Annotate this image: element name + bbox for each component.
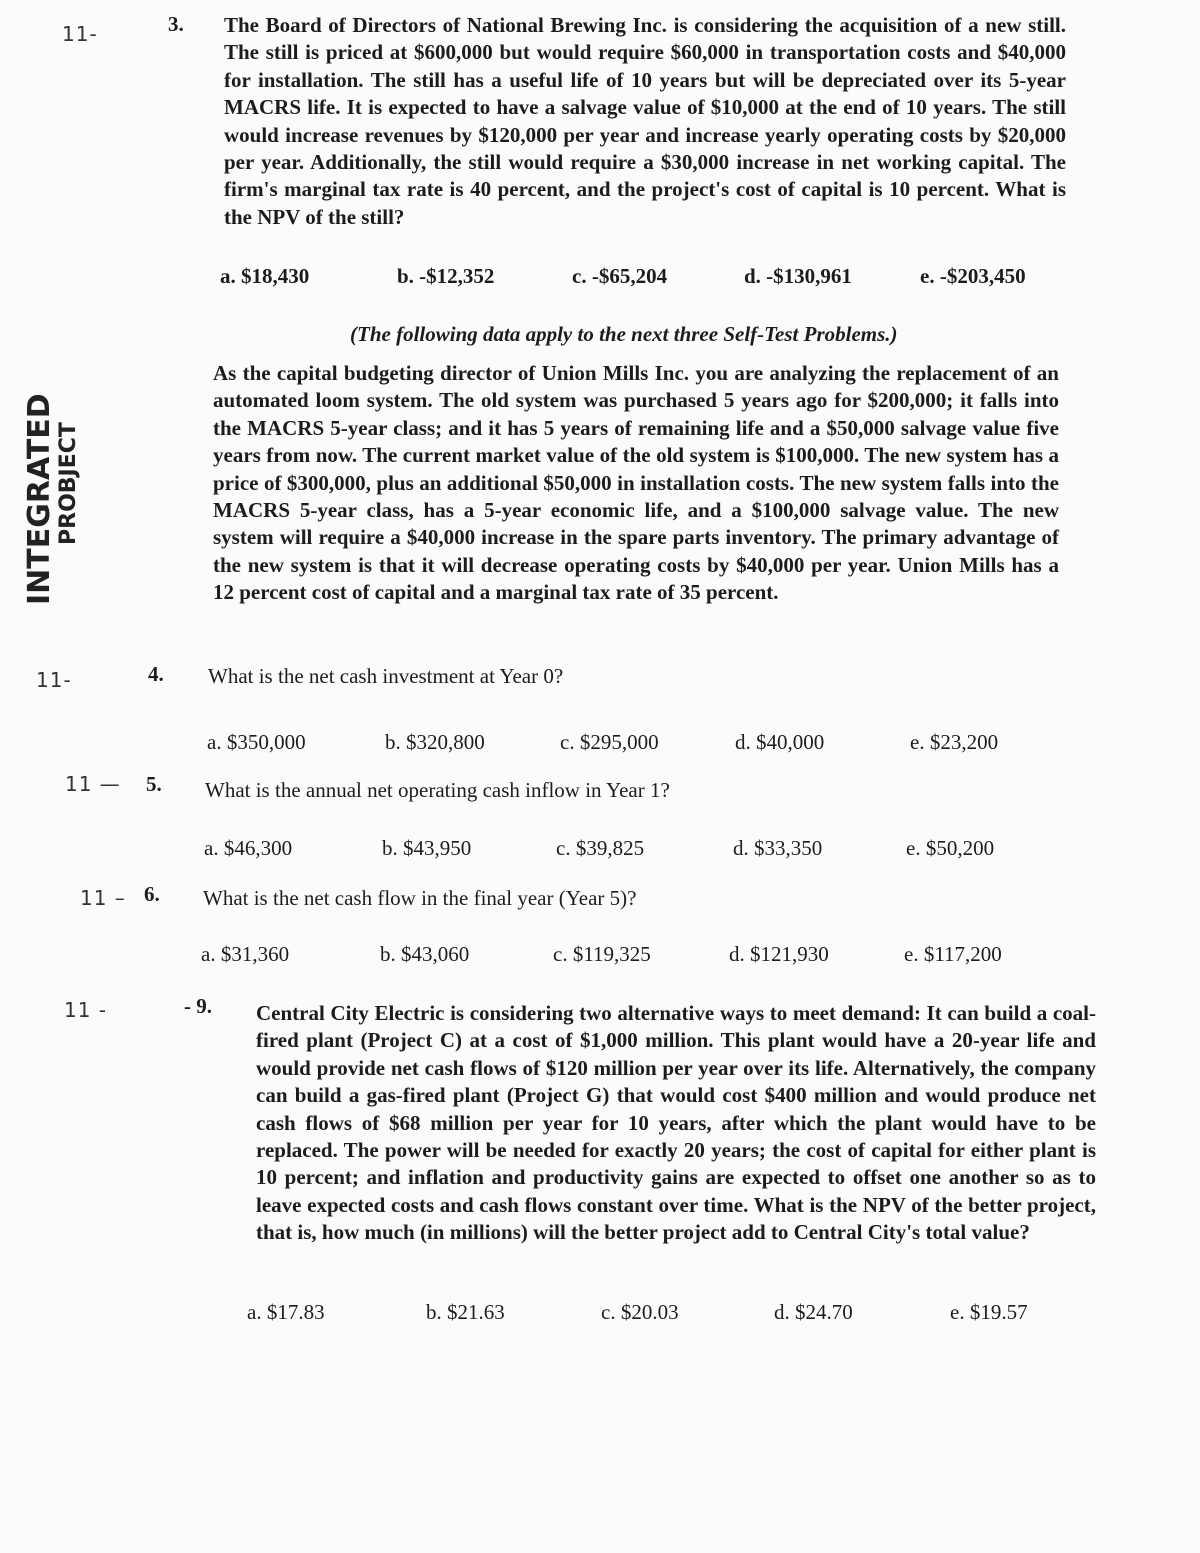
q3-margin-mark: 11- (62, 22, 98, 46)
q5-choice-d[interactable]: d. $33,350 (733, 836, 823, 860)
q9-margin-mark: 11 - (64, 998, 108, 1022)
q6-choice-d[interactable]: d. $121,930 (729, 942, 829, 966)
q9-choice-c[interactable]: c. $20.03 (601, 1300, 679, 1324)
q6-choices (0, 942, 1200, 972)
q5-number: 5. (146, 772, 162, 796)
q6-text: What is the net cash flow in the final year (Year 5)? (203, 886, 637, 910)
q5-text: What is the annual net operating cash inflow in Year 1? (205, 778, 670, 802)
q5-choice-b[interactable]: b. $43,950 (382, 836, 472, 860)
q5-choice-a[interactable]: a. $46,300 (204, 836, 293, 860)
shared-data-note: (The following data apply to the next three Self-Test Problems.) (350, 322, 898, 346)
q3-number: 3. (168, 12, 184, 36)
q4-number: 4. (148, 662, 164, 686)
q6-number: 6. (144, 882, 160, 906)
q5-choice-c[interactable]: c. $39,825 (556, 836, 645, 860)
q9-choice-d[interactable]: d. $24.70 (774, 1300, 853, 1324)
margin-handwriting-integrated: INTEGRATED (22, 393, 57, 605)
q4-choice-e[interactable]: e. $23,200 (910, 730, 999, 754)
q3-choice-e[interactable]: e. -$203,450 (920, 264, 1026, 288)
margin-handwriting-project: PROBJECT (56, 422, 81, 545)
q4-choice-d[interactable]: d. $40,000 (735, 730, 825, 754)
q3-text: The Board of Directors of National Brewing Inc. is considering the acquisition of a new still. The still is priced at $600,000 but would require $60,000 in transportation costs and $40,000 for installation. The still has a useful life of 10 years but will be depreciated over its 5-year MACRS life. It is expected to have a salvage value of $10,000 at the end of 10 years. The still would increase revenues by $120,000 per year and increase yearly operating costs by $20,000 per year. Additionally, the still would require a $30,000 increase in net working capital. The firm's marginal tax rate is 40 percent, and the project's cost of capital is 10 percent. What is the NPV of the still? (224, 13, 1066, 229)
q6-choice-c[interactable]: c. $119,325 (553, 942, 651, 966)
q4-choice-c[interactable]: c. $295,000 (560, 730, 659, 754)
q4-choice-a[interactable]: a. $350,000 (207, 730, 306, 754)
q4-margin-mark: 11- (36, 668, 72, 692)
shared-data-text: As the capital budgeting director of Union Mills Inc. you are analyzing the replacement of an automated loom system. The old system was purchased 5 years ago for $200,000; it falls into the MACRS 5-year class; and it has 5 years of remaining life and a $50,000 salvage value five years from now. The current market value of the old system is $100,000. The new system has a price of $300,000, plus an additional $50,000 in installation costs. The new system falls into the MACRS 5-year class, has a 5-year economic life, and a $100,000 salvage value. The new system will require a $40,000 increase in the spare parts inventory. The primary advantage of the new system is that it will decrease operating costs by $40,000 per year. Union Mills has a 12 percent cost of capital and a marginal tax rate of 35 percent. (213, 361, 1059, 605)
q4-choices (0, 730, 1200, 760)
q9-choice-a[interactable]: a. $17.83 (247, 1300, 325, 1324)
q3-choice-b[interactable]: b. -$12,352 (397, 264, 495, 288)
q9-number: - 9. (184, 994, 212, 1018)
q5-choices (0, 836, 1200, 866)
q3-choice-a[interactable]: a. $18,430 (220, 264, 310, 288)
q6-choice-b[interactable]: b. $43,060 (380, 942, 470, 966)
q4-text: What is the net cash investment at Year 0? (208, 664, 564, 688)
q9-choice-b[interactable]: b. $21.63 (426, 1300, 505, 1324)
q3-choice-c[interactable]: c. -$65,204 (572, 264, 668, 288)
q6-margin-mark: 11 – (80, 886, 126, 910)
q6-choice-e[interactable]: e. $117,200 (904, 942, 1002, 966)
q5-choice-e[interactable]: e. $50,200 (906, 836, 995, 860)
q5-margin-mark: 11 — (65, 772, 121, 796)
q9-choices (0, 1300, 1200, 1330)
q3-choices (0, 264, 1200, 294)
q6-choice-a[interactable]: a. $31,360 (201, 942, 290, 966)
q3-choice-d[interactable]: d. -$130,961 (744, 264, 852, 288)
q4-choice-b[interactable]: b. $320,800 (385, 730, 485, 754)
q9-text: Central City Electric is considering two alternative ways to meet demand: It can build a coal-fired plant (Project C) at a cost of $1,000 million. This plant would have a 20-year life and would provide net cash flows of $120 million per year over its life. Alternatively, the company can build a gas-fired plant (Project G) that would cost $400 million and would produce net cash flows of $68 million per year for 10 years, after which the plant would have to be replaced. The power will be needed for exactly 20 years; the cost of capital for either plant is 10 percent; and inflation and productivity gains are expected to offset one another so as to leave expected costs and cash flows constant over time. What is the NPV of the better project, that is, how much (in millions) will the better project add to Central City's total value? (256, 1001, 1096, 1245)
q9-choice-e[interactable]: e. $19.57 (950, 1300, 1028, 1324)
